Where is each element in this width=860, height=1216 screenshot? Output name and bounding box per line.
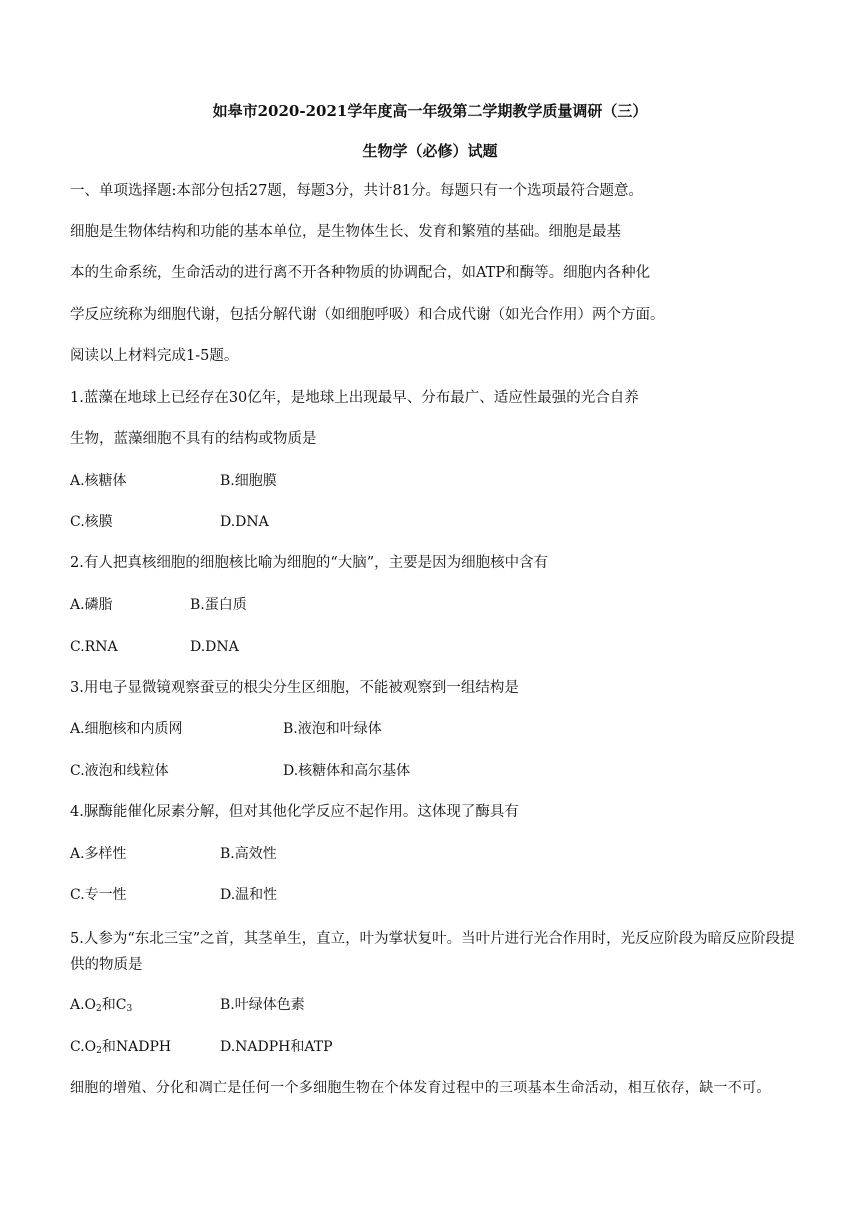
question-5-option-c[interactable]	[70, 1036, 171, 1062]
question-1-option-d[interactable]: D.DNA	[220, 514, 269, 530]
question-5-option-a[interactable]	[70, 994, 132, 1020]
option-c-sub: 2	[96, 1046, 102, 1056]
section-heading: 一、单项选择题:本部分包括27题，每题3分，共计81分。每题只有一个选项最符合题意。	[70, 183, 644, 199]
question-1-option-a[interactable]: A.核糖体	[70, 473, 127, 489]
option-c-prefix: C.O	[70, 1039, 97, 1055]
material-line-2: 本的生命系统，生命活动的进行离不开各种物质的协调配合，如ATP和酶等。细胞内各种化	[70, 265, 651, 281]
question-4-option-a[interactable]: A.多样性	[70, 846, 127, 862]
option-a-prefix: A.O	[70, 997, 97, 1013]
question-3-option-c[interactable]: C.液泡和线粒体	[70, 763, 169, 779]
material-line-1: 细胞是生物体结构和功能的基本单位，是生物体生长、发育和繁殖的基础。细胞是最基	[70, 224, 621, 240]
question-4-option-c[interactable]: C.专一性	[70, 887, 127, 903]
material-instruction: 阅读以上材料完成1-5题。	[70, 348, 239, 364]
question-2-option-c[interactable]: C.RNA	[70, 639, 118, 655]
page-title: 如皋市2020-2021学年度高一年级第二学期教学质量调研（三）	[212, 102, 648, 120]
question-3-option-b[interactable]: B.液泡和叶绿体	[283, 721, 382, 737]
question-1-stem-line-1: 1.蓝藻在地球上已经存在30亿年，是地球上出现最早、分布最广、适应性最强的光合自养	[70, 390, 639, 406]
page-subtitle: 生物学（必修）试题	[362, 142, 498, 160]
question-1-option-b[interactable]: B.细胞膜	[220, 473, 277, 489]
question-3-option-a[interactable]: A.细胞核和内质网	[70, 721, 183, 737]
option-a-mid: 和C	[101, 997, 127, 1013]
option-a-sub-1: 2	[96, 1004, 102, 1014]
question-2-option-a[interactable]: A.磷脂	[70, 597, 113, 613]
question-2-stem: 2.有人把真核细胞的细胞核比喻为细胞的“大脑”，主要是因为细胞核中含有	[70, 555, 549, 571]
question-4-option-b[interactable]: B.高效性	[220, 846, 277, 862]
question-1-option-c[interactable]: C.核膜	[70, 514, 113, 530]
option-a-sub-2: 3	[126, 1004, 133, 1014]
question-1-stem-line-2: 生物，蓝藻细胞不具有的结构或物质是	[70, 431, 317, 447]
footer-paragraph: 细胞的增殖、分化和凋亡是任何一个多细胞生物在个体发育过程中的三项基本生命活动，相互依存，缺一不可。	[70, 1080, 771, 1096]
material-line-3: 学反应统称为细胞代谢，包括分解代谢（如细胞呼吸）和合成代谢（如光合作用）两个方面。	[70, 307, 665, 323]
question-3-stem: 3.用电子显微镜观察蚕豆的根尖分生区细胞，不能被观察到一组结构是	[70, 680, 519, 696]
option-c-suffix: 和NADPH	[101, 1039, 172, 1055]
question-4-stem: 4.脲酶能催化尿素分解，但对其他化学反应不起作用。这体现了酶具有	[70, 804, 519, 820]
question-5-option-d[interactable]: D.NADPH和ATP	[220, 1039, 333, 1055]
question-5-option-b[interactable]: B.叶绿体色素	[220, 997, 305, 1013]
question-2-option-d[interactable]: D.DNA	[190, 639, 239, 655]
question-2-option-b[interactable]: B.蛋白质	[190, 597, 247, 613]
question-5-stem: 5.人参为“东北三宝”之首，其茎单生，直立，叶为掌状复叶。当叶片进行光合作用时，光反应阶段为暗反应阶段提供的物质是	[70, 931, 795, 973]
question-4-option-d[interactable]: D.温和性	[220, 887, 278, 903]
question-3-option-d[interactable]: D.核糖体和高尔基体	[283, 763, 411, 779]
